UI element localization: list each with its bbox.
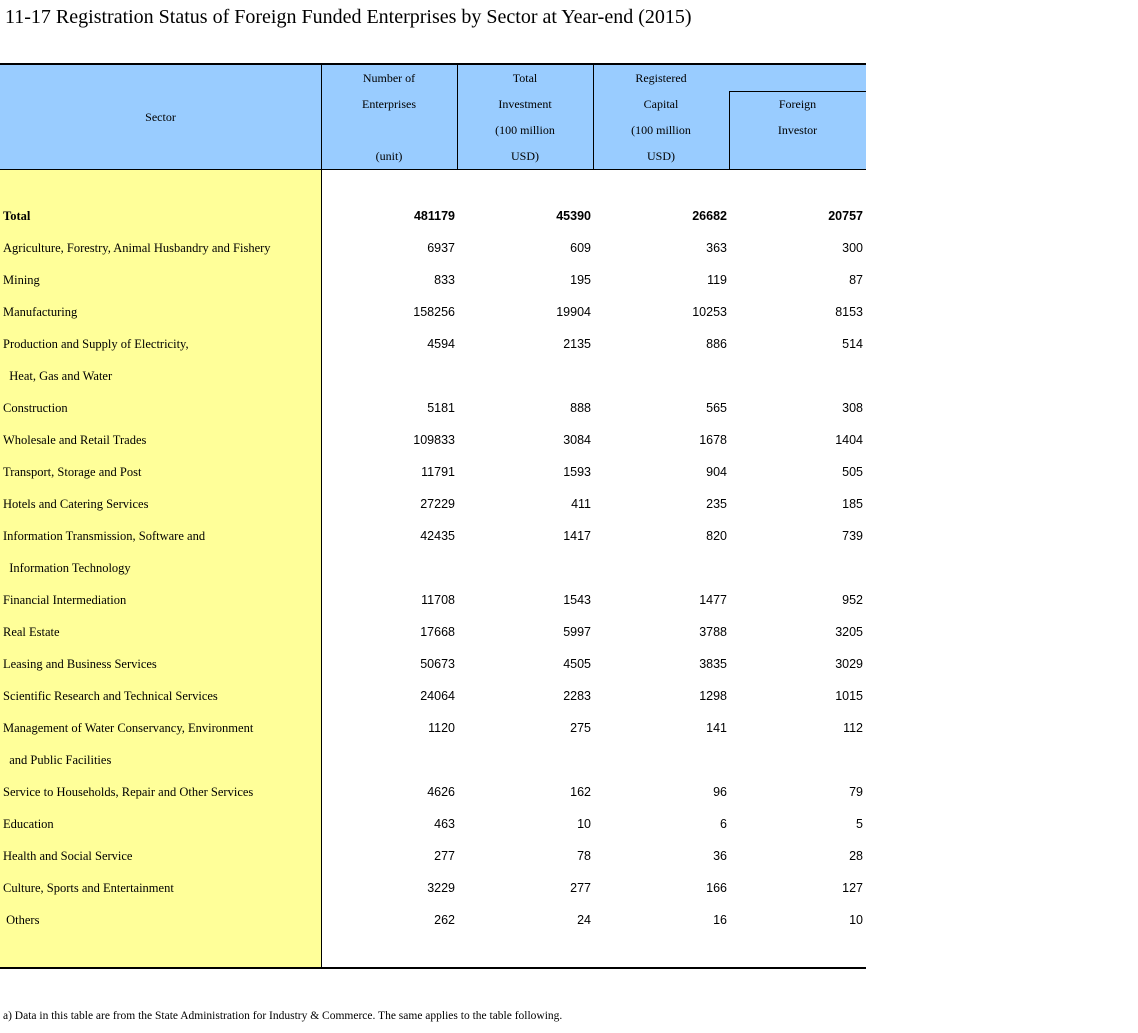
row-value: 79 [849, 785, 863, 799]
row-value: 1477 [699, 593, 727, 607]
row-value: 3229 [427, 881, 455, 895]
row-value: 6 [720, 817, 727, 831]
row-label: Management of Water Conservancy, Environment [3, 721, 254, 735]
row-value: 11708 [421, 593, 455, 607]
row-label: Heat, Gas and Water [3, 369, 113, 383]
row-value: 888 [570, 401, 591, 415]
row-value: 1298 [699, 689, 727, 703]
table-row [0, 232, 866, 264]
header-line: Foreign [778, 97, 817, 111]
row-value: 10253 [692, 305, 727, 319]
row-label: Construction [3, 401, 68, 415]
row-label: Culture, Sports and Entertainment [3, 881, 174, 895]
row-value: 20757 [828, 209, 863, 223]
row-value: 112 [843, 721, 863, 735]
table-row [0, 744, 866, 776]
row-label: Transport, Storage and Post [3, 465, 142, 479]
row-value: 277 [434, 849, 455, 863]
row-value: 119 [707, 273, 727, 287]
header-line: Investment [498, 97, 552, 111]
row-label: Others [3, 913, 40, 927]
row-value: 739 [842, 529, 863, 543]
row-value: 8153 [835, 305, 863, 319]
row-value: 4626 [427, 785, 455, 799]
row-value: 96 [713, 785, 727, 799]
row-value: 235 [706, 497, 727, 511]
row-value: 10 [849, 913, 863, 927]
table-row [0, 584, 866, 616]
row-label: Information Technology [3, 561, 131, 575]
row-value: 1417 [563, 529, 591, 543]
row-value: 3084 [563, 433, 591, 447]
row-value: 262 [434, 913, 455, 927]
header-line: (100 million [495, 123, 555, 137]
header-line: Number of [362, 71, 416, 85]
table-row [0, 296, 866, 328]
row-label: Education [3, 817, 54, 831]
row-value: 886 [706, 337, 727, 351]
header-line: Total [512, 71, 538, 85]
row-value: 185 [842, 497, 863, 511]
row-value: 195 [570, 273, 591, 287]
header-enterprises [321, 65, 457, 169]
header-line: Registered [635, 71, 687, 85]
row-value: 5181 [427, 401, 455, 415]
row-value: 16 [713, 913, 727, 927]
header-investment [457, 65, 593, 169]
row-value: 166 [706, 881, 727, 895]
row-value: 141 [706, 721, 727, 735]
row-value: 27229 [420, 497, 455, 511]
header-capital [593, 65, 729, 169]
row-value: 3835 [699, 657, 727, 671]
row-value: 1543 [563, 593, 591, 607]
row-value: 952 [842, 593, 863, 607]
row-value: 481179 [413, 209, 455, 223]
row-value: 10 [577, 817, 591, 831]
row-value: 5 [856, 817, 863, 831]
row-label: Scientific Research and Technical Services [3, 689, 218, 703]
row-value: 6937 [427, 241, 455, 255]
row-value: 127 [842, 881, 863, 895]
row-value: 363 [706, 241, 727, 255]
row-value: 4594 [427, 337, 455, 351]
table-row [0, 616, 866, 648]
table-row [0, 808, 866, 840]
table-row [0, 264, 866, 296]
row-value: 609 [570, 241, 591, 255]
table-row [0, 904, 866, 936]
row-value: 4505 [563, 657, 591, 671]
row-value: 42435 [420, 529, 455, 543]
header-foreign-investor [729, 91, 866, 143]
header-sector: Sector [145, 110, 176, 124]
row-label: Service to Households, Repair and Other Services [3, 785, 254, 799]
row-label: Mining [3, 273, 40, 287]
table-row [0, 776, 866, 808]
header-line [321, 117, 457, 143]
table-row [0, 840, 866, 872]
row-label: Financial Intermediation [3, 593, 127, 607]
table-row [0, 520, 866, 552]
row-value: 904 [706, 465, 727, 479]
row-value: 277 [570, 881, 591, 895]
row-label: Hotels and Catering Services [3, 497, 149, 511]
row-value: 11791 [421, 465, 455, 479]
row-value: 308 [842, 401, 863, 415]
row-value: 78 [577, 849, 591, 863]
row-label: Total [3, 209, 31, 223]
header-line: USD) [646, 149, 675, 163]
table-row [0, 360, 866, 392]
row-value: 1015 [835, 689, 863, 703]
row-value: 275 [570, 721, 591, 735]
table-row [0, 200, 866, 232]
row-label: Agriculture, Forestry, Animal Husbandry and Fishery [3, 241, 271, 255]
row-value: 514 [842, 337, 863, 351]
footnote: a) Data in this table are from the State Administration for Industry & Commerce. The same applies to the table following. [3, 1010, 563, 1022]
table-row [0, 328, 866, 360]
row-value: 45390 [556, 209, 591, 223]
row-value: 2283 [563, 689, 591, 703]
row-value: 2135 [563, 337, 591, 351]
row-label: Real Estate [3, 625, 60, 639]
row-value: 26682 [692, 209, 727, 223]
row-value: 1120 [428, 721, 455, 735]
header-line: Investor [777, 123, 818, 137]
row-label: Leasing and Business Services [3, 657, 157, 671]
header-line: Capital [643, 97, 679, 111]
table-row [0, 424, 866, 456]
table-row [0, 680, 866, 712]
row-label: and Public Facilities [3, 753, 112, 767]
table-row [0, 456, 866, 488]
row-value: 5997 [563, 625, 591, 639]
table-row [0, 648, 866, 680]
row-value: 50673 [420, 657, 455, 671]
table-row [0, 552, 866, 584]
row-value: 411 [571, 497, 591, 511]
row-value: 300 [842, 241, 863, 255]
header-line: (unit) [375, 149, 403, 163]
table-row [0, 488, 866, 520]
row-label: Wholesale and Retail Trades [3, 433, 147, 447]
row-value: 109833 [413, 433, 455, 447]
row-value: 24 [577, 913, 591, 927]
row-value: 28 [849, 849, 863, 863]
row-label: Manufacturing [3, 305, 78, 319]
row-value: 1593 [563, 465, 591, 479]
header-line: Enterprises [362, 97, 416, 111]
row-value: 820 [706, 529, 727, 543]
row-value: 1404 [835, 433, 863, 447]
row-label: Information Transmission, Software and [3, 529, 206, 543]
page-title: 11-17 Registration Status of Foreign Funded Enterprises by Sector at Year-end (2015) [5, 6, 692, 28]
table-bottom-rule [0, 967, 866, 969]
header-line: (100 million [631, 123, 691, 137]
header-line: USD) [510, 149, 539, 163]
row-value: 565 [706, 401, 727, 415]
row-value: 17668 [420, 625, 455, 639]
row-value: 87 [849, 273, 863, 287]
row-value: 1678 [699, 433, 727, 447]
row-value: 505 [842, 465, 863, 479]
row-value: 463 [434, 817, 455, 831]
row-value: 162 [570, 785, 591, 799]
table-row [0, 712, 866, 744]
row-value: 36 [713, 849, 727, 863]
table-row [0, 392, 866, 424]
row-value: 3029 [835, 657, 863, 671]
table-row [0, 872, 866, 904]
row-label: Production and Supply of Electricity, [3, 337, 189, 351]
table-header [0, 65, 866, 169]
row-value: 158256 [413, 305, 455, 319]
row-value: 19904 [556, 305, 591, 319]
row-value: 3205 [835, 625, 863, 639]
row-value: 833 [434, 273, 455, 287]
row-value: 3788 [699, 625, 727, 639]
row-value: 24064 [420, 689, 455, 703]
row-label: Health and Social Service [3, 849, 133, 863]
